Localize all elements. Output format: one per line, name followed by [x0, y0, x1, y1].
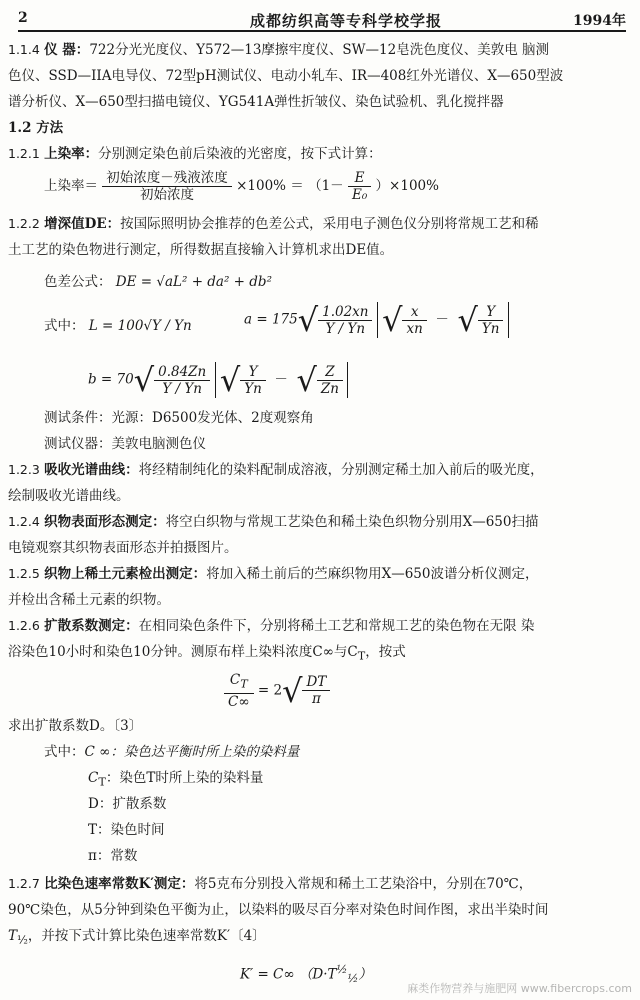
- rate-constant-formula: K′ = C∞ $(D\cdot T^{\frac{1}{2}}_{\frac{1}{2}})$: [240, 963, 372, 986]
- section-1-2-2-line1: 1.2.2 增深值DE：按国际照明协会推荐的色差公式，采用电子测色仪分别将常规工艺和稀: [8, 216, 539, 232]
- e-fraction: $\frac{E}{\text{E₀}}$: [348, 170, 371, 203]
- b-y-fraction: $\frac{Y}{Yn}$: [240, 364, 266, 397]
- formula-a: a = 175√ $\frac{1.02xn}{Y / Yn}$ √ $\frac{x}{xn}$ － √ $\frac{Y}{Yn}$: [244, 302, 509, 338]
- section-1-2-2-line2: 土工艺的染色物进行测定，所得数据直接输入计算机求出DE值。: [8, 242, 394, 258]
- a-sqrt-fraction: $\frac{1.02xn}{Y / Yn}$: [318, 304, 372, 337]
- diffusion-where-1: 式中：C ∞：染色达平衡时所上染的染料量: [44, 744, 300, 760]
- a-x-fraction: $\frac{x}{xn}$: [402, 304, 426, 337]
- section-1-2-7-line1: 1.2.7 比染色速率常数K′测定：将5克布分别投入常规和稀土工艺染浴中，分别在70℃，: [8, 876, 533, 892]
- diffusion-formula: $\frac{C_T}{C\infty}$ = 2√ $\frac{DT}{\pi}$: [224, 672, 330, 710]
- section-1-2-7-line3: $T_{\frac{1}{2}}$，并按下式计算比染色速率常数K′〔4〕: [8, 928, 266, 947]
- diffusion-where-4: T：染色时间: [88, 822, 165, 838]
- uptake-fraction: $\frac{\text{初始浓度－残液浓度}}{\text{初始浓度}}$: [102, 170, 232, 203]
- section-1-2-6-line1: 1.2.6 扩散系数测定：在相同染色条件下，分别将稀土工艺和常规工艺的染色物在无限 染: [8, 618, 535, 634]
- section-1-2-7-line2: 90℃染色，从5分钟到染色平衡为止，以染料的吸尽百分率对染色时间作图，求出半染时间: [8, 902, 549, 918]
- section-1-2-6-line2: 浴染色10小时和染色10分钟。测原布样上染料浓度C∞与$C_T$，按式: [8, 644, 406, 663]
- journal-title: 成都纺织高等专科学校学报: [250, 12, 443, 30]
- test-conditions: 测试条件：光源：D6500发光体、2度观察角: [44, 410, 314, 426]
- formula-b: b = 70√ $\frac{0.84Zn}{Y / Yn}$ √ $\frac{Y}{Yn}$ － √ $\frac{Z}{Zn}$: [88, 362, 348, 398]
- diffusion-where-3: D：扩散系数: [88, 796, 167, 812]
- formula-where-L: 式中： L = 100√Y / Yn: [44, 318, 192, 334]
- uptake-rate-formula: 上染率＝ $\frac{\text{初始浓度－残液浓度}}{\text{初始浓度}}$ ×100% ＝ （1－ $\frac{E}{\text{E₀}}$ ）×100%: [44, 170, 439, 203]
- section-1-2-3-line2: 绘制吸收光谱曲线。: [8, 488, 130, 504]
- section-1-1-4-line1: 1.1.4 仪 器：722分光光度仪、Y572—13摩擦牢度仪、SW—12皂洗色度仪、美敦电 脑测: [8, 42, 550, 58]
- section-1-1-4-line2: 色仪、SSD—IIA电导仪、72型pH测试仪、电动小轧车、IR—408红外光谱仪、X—650型波: [8, 68, 564, 84]
- section-1-2-5-line2: 并检出含稀土元素的织物。: [8, 592, 170, 608]
- test-instrument: 测试仪器：美敦电脑测色仪: [44, 436, 206, 452]
- section-1-2-4-line1: 1.2.4 织物表面形态测定：将空白织物与常规工艺染色和稀土染色织物分别用X—650扫描: [8, 514, 539, 530]
- section-1-2-1-line: 1.2.1 上染率：分别测定染色前后染液的光密度，按下式计算：: [8, 146, 382, 162]
- page-number: 2: [18, 10, 28, 26]
- b-z-fraction: $\frac{Z}{Zn}$: [317, 364, 343, 397]
- section-1-2-heading: 1.2 方法: [8, 120, 64, 136]
- journal-year: 1994年: [573, 13, 626, 29]
- page-header: [18, 4, 626, 32]
- b-sqrt-fraction: $\frac{0.84Zn}{Y / Yn}$: [154, 364, 210, 397]
- color-difference-formula: 色差公式： DE = √aL² + da² + db²: [44, 274, 272, 290]
- dt-fraction: $\frac{DT}{\pi}$: [302, 674, 330, 707]
- ct-fraction: $\frac{C_T}{C\infty}$: [224, 672, 254, 710]
- section-1-2-3-line1: 1.2.3 吸收光谱曲线：将经精制纯化的染料配制成溶液，分别测定稀土加入前后的吸光度，: [8, 462, 544, 478]
- diffusion-where-2: $C_T$：染色T时所上染的染料量: [88, 770, 264, 789]
- diffusion-where-5: π：常数: [88, 848, 138, 864]
- a-y-fraction: $\frac{Y}{Yn}$: [478, 304, 504, 337]
- section-1-1-4-line3: 谱分析仪、X—650型扫描电镜仪、YG541A弹性折皱仪、染色试验机、乳化搅拌器: [8, 94, 504, 110]
- diffusion-after: 求出扩散系数D。〔3〕: [8, 718, 143, 734]
- section-1-2-5-line1: 1.2.5 织物上稀土元素检出测定：将加入稀土前后的苎麻织物用X—650波谱分析仪测定，: [8, 566, 539, 582]
- section-1-2-4-line2: 电镜观察其织物表面形态并拍摄图片。: [8, 540, 238, 556]
- watermark: 麻类作物营养与施肥网 www.fibercrops.com: [407, 982, 632, 995]
